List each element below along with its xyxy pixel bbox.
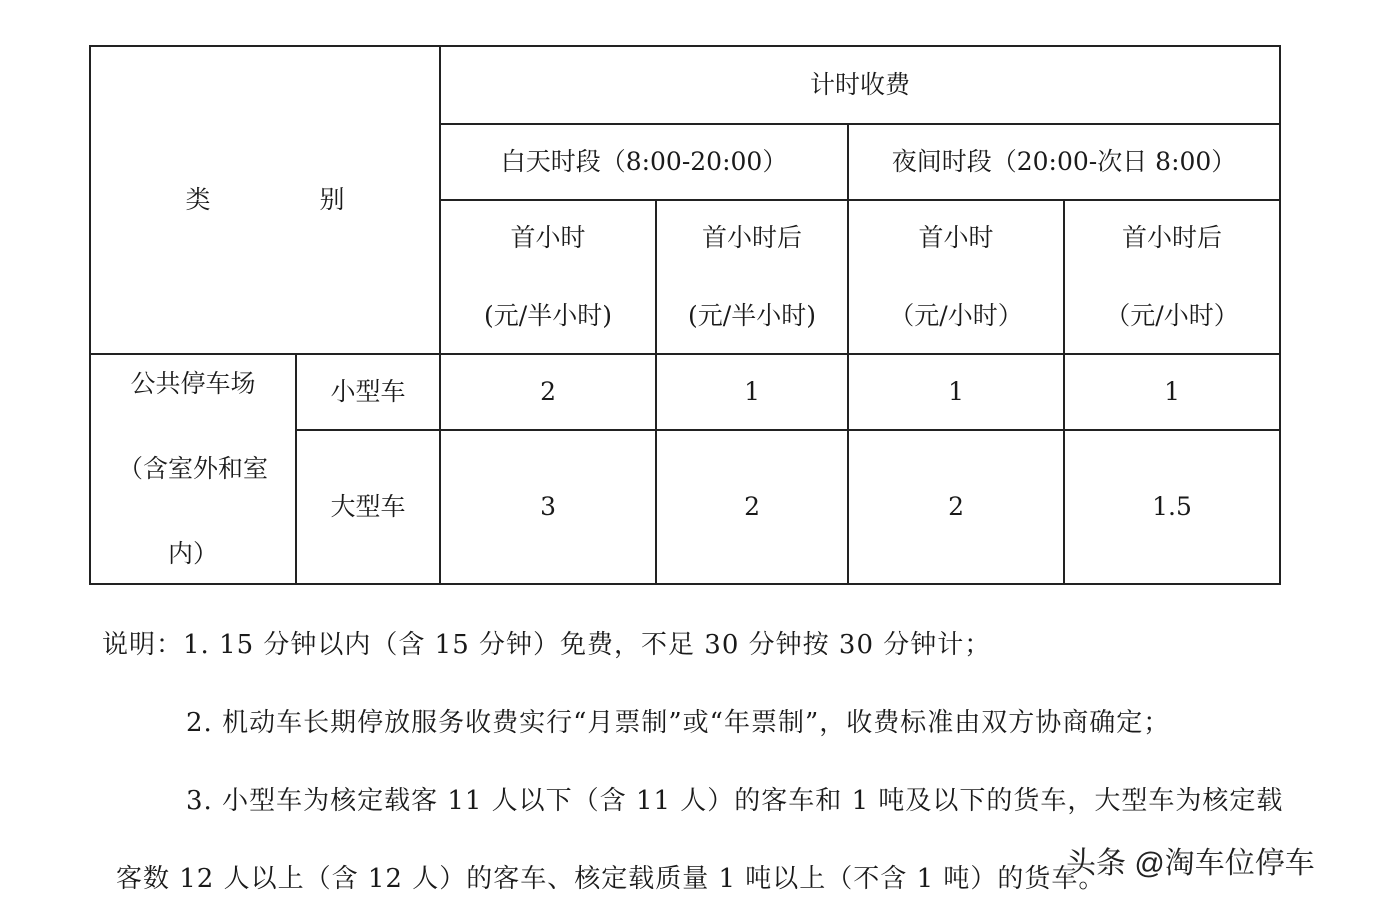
fee-value: 1 (848, 354, 1064, 430)
column-header (848, 200, 1064, 354)
public-lot-line: 公共停车场 (130, 369, 256, 398)
column-title: 首小时 (510, 223, 586, 252)
public-lot-line: 内） (167, 539, 218, 568)
column-header (656, 200, 848, 354)
column-unit: (元/半小时) (484, 301, 612, 330)
note-line-1: 说明：1. 15 分钟以内（含 15 分钟）免费，不足 30 分钟按 30 分钟计； (102, 630, 992, 660)
night-period-header: 夜间时段（20:00-次日 8:00） (848, 124, 1280, 200)
fee-value: 1.5 (1064, 430, 1280, 584)
fee-value: 1 (1064, 354, 1280, 430)
vehicle-type-cell: 大型车 (296, 430, 440, 584)
fee-value: 1 (656, 354, 848, 430)
note-line-2: 2. 机动车长期停放服务收费实行“月票制”或“年票制”，收费标准由双方协商确定； (186, 708, 1171, 738)
table-row (90, 354, 1280, 430)
column-unit: （元/小时） (1105, 301, 1239, 330)
column-header (1064, 200, 1280, 354)
watermark: 头条 @淘车位停车 (1066, 847, 1315, 880)
column-title: 首小时后 (1122, 223, 1223, 252)
column-unit: (元/半小时) (688, 301, 816, 330)
public-lot-cell (90, 354, 296, 584)
fee-value: 2 (848, 430, 1064, 584)
category-label: 类 别 (185, 185, 387, 214)
fee-value: 2 (656, 430, 848, 584)
day-period-header: 白天时段（8:00-20:00） (440, 124, 848, 200)
note-line-4: 客数 12 人以上（含 12 人）的客车、核定载质量 1 吨以上（不含 1 吨）的货车。 (116, 864, 1106, 894)
parking-fee-table (89, 45, 1281, 585)
note-line-3: 3. 小型车为核定载客 11 人以下（含 11 人）的客车和 1 吨及以下的货车，大型车为核定载 (186, 786, 1284, 816)
column-header (440, 200, 656, 354)
public-lot-line: （含室外和室 (117, 454, 268, 483)
fee-value: 2 (440, 354, 656, 430)
column-title: 首小时 (918, 223, 994, 252)
column-unit: （元/小时） (889, 301, 1023, 330)
column-title: 首小时后 (702, 223, 803, 252)
category-header-cell (90, 46, 440, 354)
timed-fee-header: 计时收费 (440, 46, 1280, 124)
vehicle-type-cell: 小型车 (296, 354, 440, 430)
fee-value: 3 (440, 430, 656, 584)
